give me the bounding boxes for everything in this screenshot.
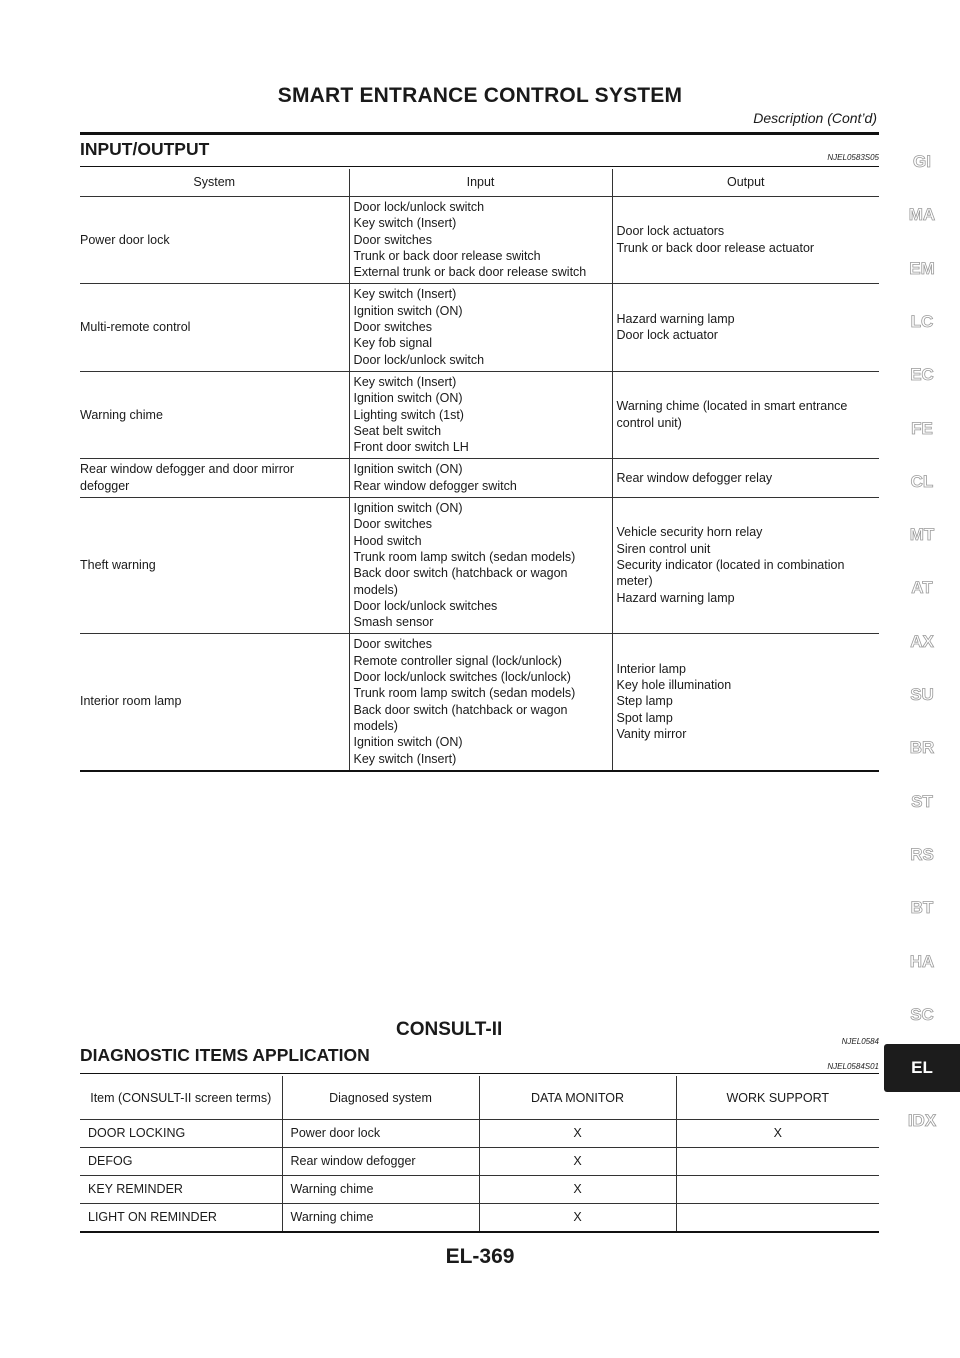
input-line: Key fob signal bbox=[353, 336, 433, 351]
input-line: Ignition switch (ON) bbox=[353, 501, 463, 516]
output-line: Door lock actuators bbox=[616, 224, 725, 239]
output-line: Hazard warning lamp bbox=[616, 590, 735, 605]
table-row bbox=[80, 371, 879, 458]
input-line: Smash sensor bbox=[353, 615, 434, 630]
output-cell bbox=[612, 498, 879, 634]
input-line: Door switches bbox=[353, 320, 432, 335]
table-header-row bbox=[80, 1076, 879, 1120]
item-cell: DEFOG bbox=[80, 1148, 282, 1176]
work-support-cell bbox=[676, 1204, 879, 1233]
output-cell bbox=[612, 459, 879, 498]
work-support-cell bbox=[676, 1176, 879, 1204]
output-line: Key hole illumination bbox=[616, 678, 732, 693]
column-header-item: Item (CONSULT-II screen terms) bbox=[80, 1076, 282, 1120]
input-line: Hood switch bbox=[353, 533, 422, 548]
table-row bbox=[80, 498, 879, 634]
side-tab-lc[interactable]: LC bbox=[910, 311, 934, 331]
item-cell: KEY REMINDER bbox=[80, 1176, 282, 1204]
side-tab-ma[interactable]: MA bbox=[908, 205, 936, 225]
side-tab-st[interactable]: ST bbox=[911, 791, 933, 811]
side-tab-ec[interactable]: EC bbox=[910, 365, 934, 385]
system-cell bbox=[80, 634, 349, 771]
input-line: Door lock/unlock switches (lock/unlock) bbox=[353, 670, 571, 685]
table-row bbox=[80, 197, 879, 284]
output-line: Trunk or back door release actuator bbox=[616, 240, 815, 255]
column-header-system: System bbox=[80, 169, 349, 197]
output-cell bbox=[612, 371, 879, 458]
output-line: Security indicator (located in combination bbox=[616, 558, 845, 573]
column-header-input: Input bbox=[349, 169, 612, 197]
table-row bbox=[80, 1148, 879, 1176]
page-number: EL-369 bbox=[445, 1245, 515, 1268]
output-line: Siren control unit bbox=[616, 541, 711, 556]
table-row bbox=[80, 634, 879, 771]
input-line: Trunk or back door release switch bbox=[353, 248, 541, 263]
output-line: Vehicle security horn relay bbox=[616, 525, 763, 540]
output-line: Warning chime (located in smart entrance bbox=[616, 399, 848, 414]
table-header-row bbox=[80, 169, 879, 197]
input-line: Door lock/unlock switch bbox=[353, 200, 485, 214]
diag-heading-rule bbox=[80, 1073, 879, 1074]
output-cell bbox=[612, 634, 879, 771]
side-tab-em[interactable]: EM bbox=[909, 258, 935, 278]
input-line: Ignition switch (ON) bbox=[353, 391, 463, 406]
input-line: Ignition switch (ON) bbox=[353, 462, 463, 477]
data-monitor-cell: X bbox=[479, 1120, 676, 1148]
system-cell bbox=[80, 498, 349, 634]
side-tab-idx[interactable]: IDX bbox=[907, 1111, 937, 1131]
input-line: Door switches bbox=[353, 232, 432, 247]
input-line: Lighting switch (1st) bbox=[353, 407, 464, 422]
input-cell bbox=[349, 197, 612, 284]
output-cell bbox=[612, 197, 879, 284]
output-line: Interior lamp bbox=[616, 661, 686, 676]
input-line: Key switch (Insert) bbox=[353, 287, 457, 302]
output-line: control unit) bbox=[616, 415, 682, 430]
system-line: Rear window defogger and door mirror bbox=[80, 462, 294, 477]
data-monitor-cell: X bbox=[479, 1204, 676, 1233]
input-line: Back door switch (hatchback or wagon bbox=[353, 566, 568, 581]
system-line: Theft warning bbox=[80, 558, 156, 573]
diagnosed-system-cell: Warning chime bbox=[282, 1176, 479, 1204]
diagnosed-system-cell: Rear window defogger bbox=[282, 1148, 479, 1176]
input-cell bbox=[349, 634, 612, 771]
output-line: Hazard warning lamp bbox=[616, 311, 735, 326]
output-line: meter) bbox=[616, 574, 653, 589]
input-line: Rear window defogger switch bbox=[353, 478, 517, 493]
system-line: Multi-remote control bbox=[80, 320, 191, 335]
input-line: models) bbox=[353, 718, 398, 733]
side-tab-ha[interactable]: HA bbox=[909, 951, 935, 971]
side-tab-mt[interactable]: MT bbox=[909, 525, 935, 545]
side-tab-el[interactable]: EL bbox=[884, 1044, 960, 1092]
item-cell: LIGHT ON REMINDER bbox=[80, 1204, 282, 1233]
item-cell: DOOR LOCKING bbox=[80, 1120, 282, 1148]
table-row bbox=[80, 1120, 879, 1148]
side-tab-gi[interactable]: GI bbox=[913, 152, 931, 171]
input-line: Ignition switch (ON) bbox=[353, 735, 463, 750]
output-line: Spot lamp bbox=[616, 710, 673, 725]
system-cell bbox=[80, 284, 349, 371]
input-line: Door switches bbox=[353, 637, 432, 652]
system-cell bbox=[80, 459, 349, 498]
table-row bbox=[80, 1176, 879, 1204]
output-line: Door lock actuator bbox=[616, 328, 718, 343]
input-cell bbox=[349, 498, 612, 634]
diagnosed-system-cell: Warning chime bbox=[282, 1204, 479, 1233]
diagnosed-system-cell: Power door lock bbox=[282, 1120, 479, 1148]
table-row bbox=[80, 459, 879, 498]
column-header-output: Output bbox=[612, 169, 879, 197]
output-line: Vanity mirror bbox=[616, 727, 687, 742]
side-tab-rs[interactable]: RS bbox=[910, 844, 934, 864]
io-section-ref: NJEL0583S05 bbox=[827, 153, 879, 162]
column-header-work-support: WORK SUPPORT bbox=[676, 1076, 879, 1120]
input-line: Trunk room lamp switch (sedan models) bbox=[353, 686, 576, 701]
table-row bbox=[80, 284, 879, 371]
input-line: models) bbox=[353, 582, 398, 597]
side-tab-sc[interactable]: SC bbox=[910, 1004, 934, 1024]
system-line: defogger bbox=[80, 478, 130, 493]
diag-table-body bbox=[80, 1120, 879, 1233]
input-line: Key switch (Insert) bbox=[353, 751, 457, 766]
input-cell bbox=[349, 284, 612, 371]
input-line: Back door switch (hatchback or wagon bbox=[353, 702, 568, 717]
side-tab-fe[interactable]: FE bbox=[911, 418, 933, 438]
input-line: Door switches bbox=[353, 517, 432, 532]
system-cell bbox=[80, 197, 349, 284]
data-monitor-cell: X bbox=[479, 1148, 676, 1176]
page-subtitle: Description (Cont’d) bbox=[753, 110, 877, 126]
side-tab-ax[interactable]: AX bbox=[910, 631, 934, 651]
work-support-cell bbox=[676, 1148, 879, 1176]
input-line: Trunk room lamp switch (sedan models) bbox=[353, 549, 576, 564]
output-cell bbox=[612, 284, 879, 371]
table-row bbox=[80, 1204, 879, 1233]
output-line: Step lamp bbox=[616, 694, 673, 709]
data-monitor-cell: X bbox=[479, 1176, 676, 1204]
io-table-body bbox=[80, 197, 879, 771]
page-title: SMART ENTRANCE CONTROL SYSTEM bbox=[277, 84, 683, 107]
side-tab-br[interactable]: BR bbox=[909, 738, 935, 758]
input-line: External trunk or back door release switch bbox=[353, 265, 587, 280]
side-tab-at[interactable]: AT bbox=[911, 578, 933, 598]
output-line: Rear window defogger relay bbox=[616, 470, 773, 485]
input-cell bbox=[349, 459, 612, 498]
input-line: Door lock/unlock switches bbox=[353, 598, 498, 613]
header-rule bbox=[80, 132, 879, 135]
side-tab-cl[interactable]: CL bbox=[910, 471, 934, 491]
input-line: Remote controller signal (lock/unlock) bbox=[353, 653, 562, 668]
input-line: Ignition switch (ON) bbox=[353, 303, 463, 318]
system-cell bbox=[80, 371, 349, 458]
side-tab-bt[interactable]: BT bbox=[910, 898, 934, 918]
column-header-diagnosed-system: Diagnosed system bbox=[282, 1076, 479, 1120]
system-line: Interior room lamp bbox=[80, 694, 182, 709]
input-line: Key switch (Insert) bbox=[353, 216, 457, 231]
input-line: Key switch (Insert) bbox=[353, 374, 457, 389]
input-output-table bbox=[80, 169, 879, 772]
consult-ref: NJEL0584 bbox=[841, 1037, 879, 1046]
column-header-data-monitor: DATA MONITOR bbox=[479, 1076, 676, 1120]
system-line: Power door lock bbox=[80, 232, 170, 247]
consult-heading: CONSULT-II bbox=[396, 1019, 503, 1040]
diagnostic-items-ref: NJEL0584S01 bbox=[827, 1062, 879, 1071]
io-section-heading: INPUT/OUTPUT bbox=[80, 139, 210, 159]
diagnostic-items-table bbox=[80, 1076, 879, 1233]
input-line: Seat belt switch bbox=[353, 423, 442, 438]
input-line: Front door switch LH bbox=[353, 440, 469, 455]
input-line: Door lock/unlock switch bbox=[353, 352, 485, 367]
input-cell bbox=[349, 371, 612, 458]
work-support-cell: X bbox=[676, 1120, 879, 1148]
io-heading-rule bbox=[80, 166, 879, 167]
system-line: Warning chime bbox=[80, 407, 163, 422]
diagnostic-items-heading: DIAGNOSTIC ITEMS APPLICATION bbox=[80, 1045, 370, 1065]
side-tab-su[interactable]: SU bbox=[910, 685, 934, 704]
